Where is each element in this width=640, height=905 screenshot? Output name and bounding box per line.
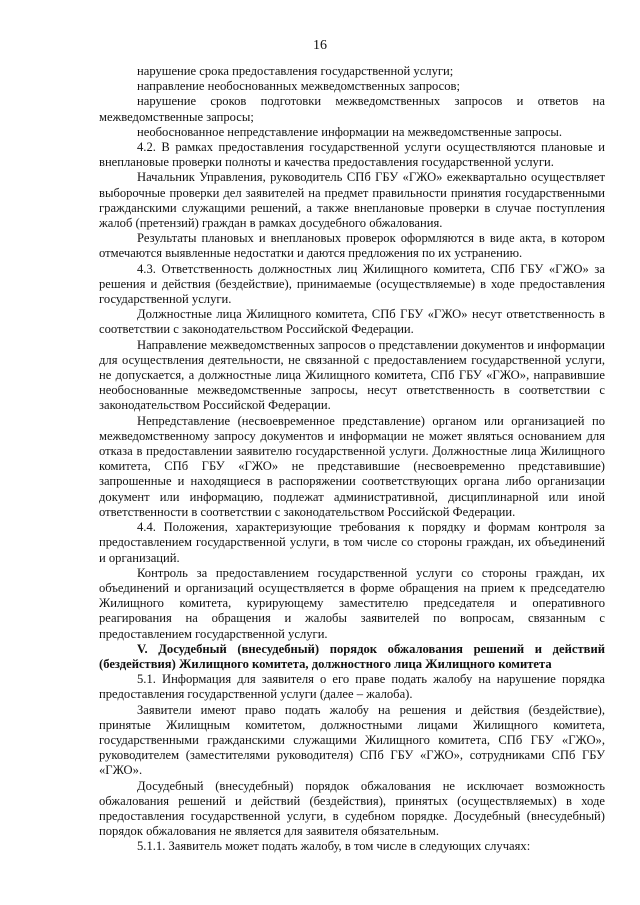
paragraph: Досудебный (внесудебный) порядок обжалования не исключает возможность обжалования решений и действий (бездействия), принятых (осуществляемых) в ходе предоставления государственной услуги, в судебном порядке. Досудебный (внесудебный) порядок обжалования не является для заявителя обязательным.: [99, 778, 605, 839]
paragraph: Контроль за предоставлением государственной услуги со стороны граждан, их объединений и организаций осуществляется в форме обращения на прием к председателю Жилищного комитета, курирующему заместителю председателя и оперативного реагирования на обращения и жалобы заявителей по вопросам, связанным с предоставлением государственной услуги.: [99, 565, 605, 641]
paragraph: Должностные лица Жилищного комитета, СПб ГБУ «ГЖО» несут ответственность в соответствии с законодательством Российской Федерации.: [99, 307, 605, 337]
section-heading: V. Досудебный (внесудебный) порядок обжалования решений и действий (бездействия) Жилищного комитета, должностного лица Жилищного комитета: [99, 641, 605, 671]
document-body: [99, 64, 605, 855]
paragraph: 5.1.1. Заявитель может подать жалобу, в том числе в следующих случаях:: [137, 839, 531, 854]
paragraph: нарушение срока предоставления государственной услуги;: [137, 64, 454, 78]
paragraph: 4.4. Положения, характеризующие требования к порядку и формам контроля за предоставлением государственной услуги, в том числе со стороны граждан, их объединений и организаций.: [99, 520, 605, 565]
paragraph: нарушение сроков подготовки межведомственных запросов и ответов на межведомственные запросы;: [99, 94, 605, 124]
paragraph: Начальник Управления, руководитель СПб ГБУ «ГЖО» ежеквартально осуществляет выборочные проверки дел заявителей на предмет правильности принятия государственными гражданскими служащими решений, а также внеплановые проверки в случае поступления жалоб (претензий) граждан в рамках досудебного обжалования.: [99, 170, 605, 231]
page-number: 16: [313, 38, 327, 53]
paragraph: 4.3. Ответственность должностных лиц Жилищного комитета, СПб ГБУ «ГЖО» за решения и действия (бездействие), принимаемые (осуществляемые) в ходе предоставления государственной услуги.: [99, 261, 605, 307]
paragraph: Непредставление (несвоевременное представление) органом или организацией по межведомственному запросу документов и информации не может являться основанием для отказа в предоставлении заявителю государственной услуги. Должностные лица Жилищного комитета, СПб ГБУ «ГЖО» не представившие (несвоевременно представившие) запрошенные и находящиеся в распоряжении соответствующих органа либо организации документ или информацию, подлежат административной, дисциплинарной или иной ответственности в соответствии с законодательством Российской Федерации.: [99, 413, 605, 519]
paragraph: 5.1. Информация для заявителя о его праве подать жалобу на нарушение порядка предоставления государственной услуги (далее – жалоба).: [99, 672, 605, 702]
paragraph: Результаты плановых и внеплановых проверок оформляются в виде акта, в котором отмечаются выявленные недостатки и даются предложения по их устранению.: [99, 231, 605, 261]
paragraph: направление необоснованных межведомственных запросов;: [137, 79, 460, 94]
paragraph: 4.2. В рамках предоставления государственной услуги осуществляются плановые и внеплановые проверки полноты и качества предоставления государственной услуги.: [99, 140, 605, 170]
paragraph: необоснованное непредставление информации на межведомственные запросы.: [137, 124, 563, 139]
paragraph: Направление межведомственных запросов о представлении документов и информации для осуществления деятельности, не связанной с предоставлением государственной услуги, не допускается, а должностные лица Жилищного комитета, СПб ГБУ «ГЖО», направившие необоснованные межведомственные запросы, несут ответственность в соответствии с законодательством Российской Федерации.: [99, 337, 605, 413]
paragraph: Заявители имеют право подать жалобу на решения и действия (бездействие), принятые Жилищным комитетом, должностными лицами Жилищного комитета, государственными гражданскими служащими Жилищного комитета, СПб ГБУ «ГЖО», руководителем (заместителями руководителя) СПб ГБУ «ГЖО», сотрудниками СПб ГБУ «ГЖО».: [99, 702, 605, 778]
